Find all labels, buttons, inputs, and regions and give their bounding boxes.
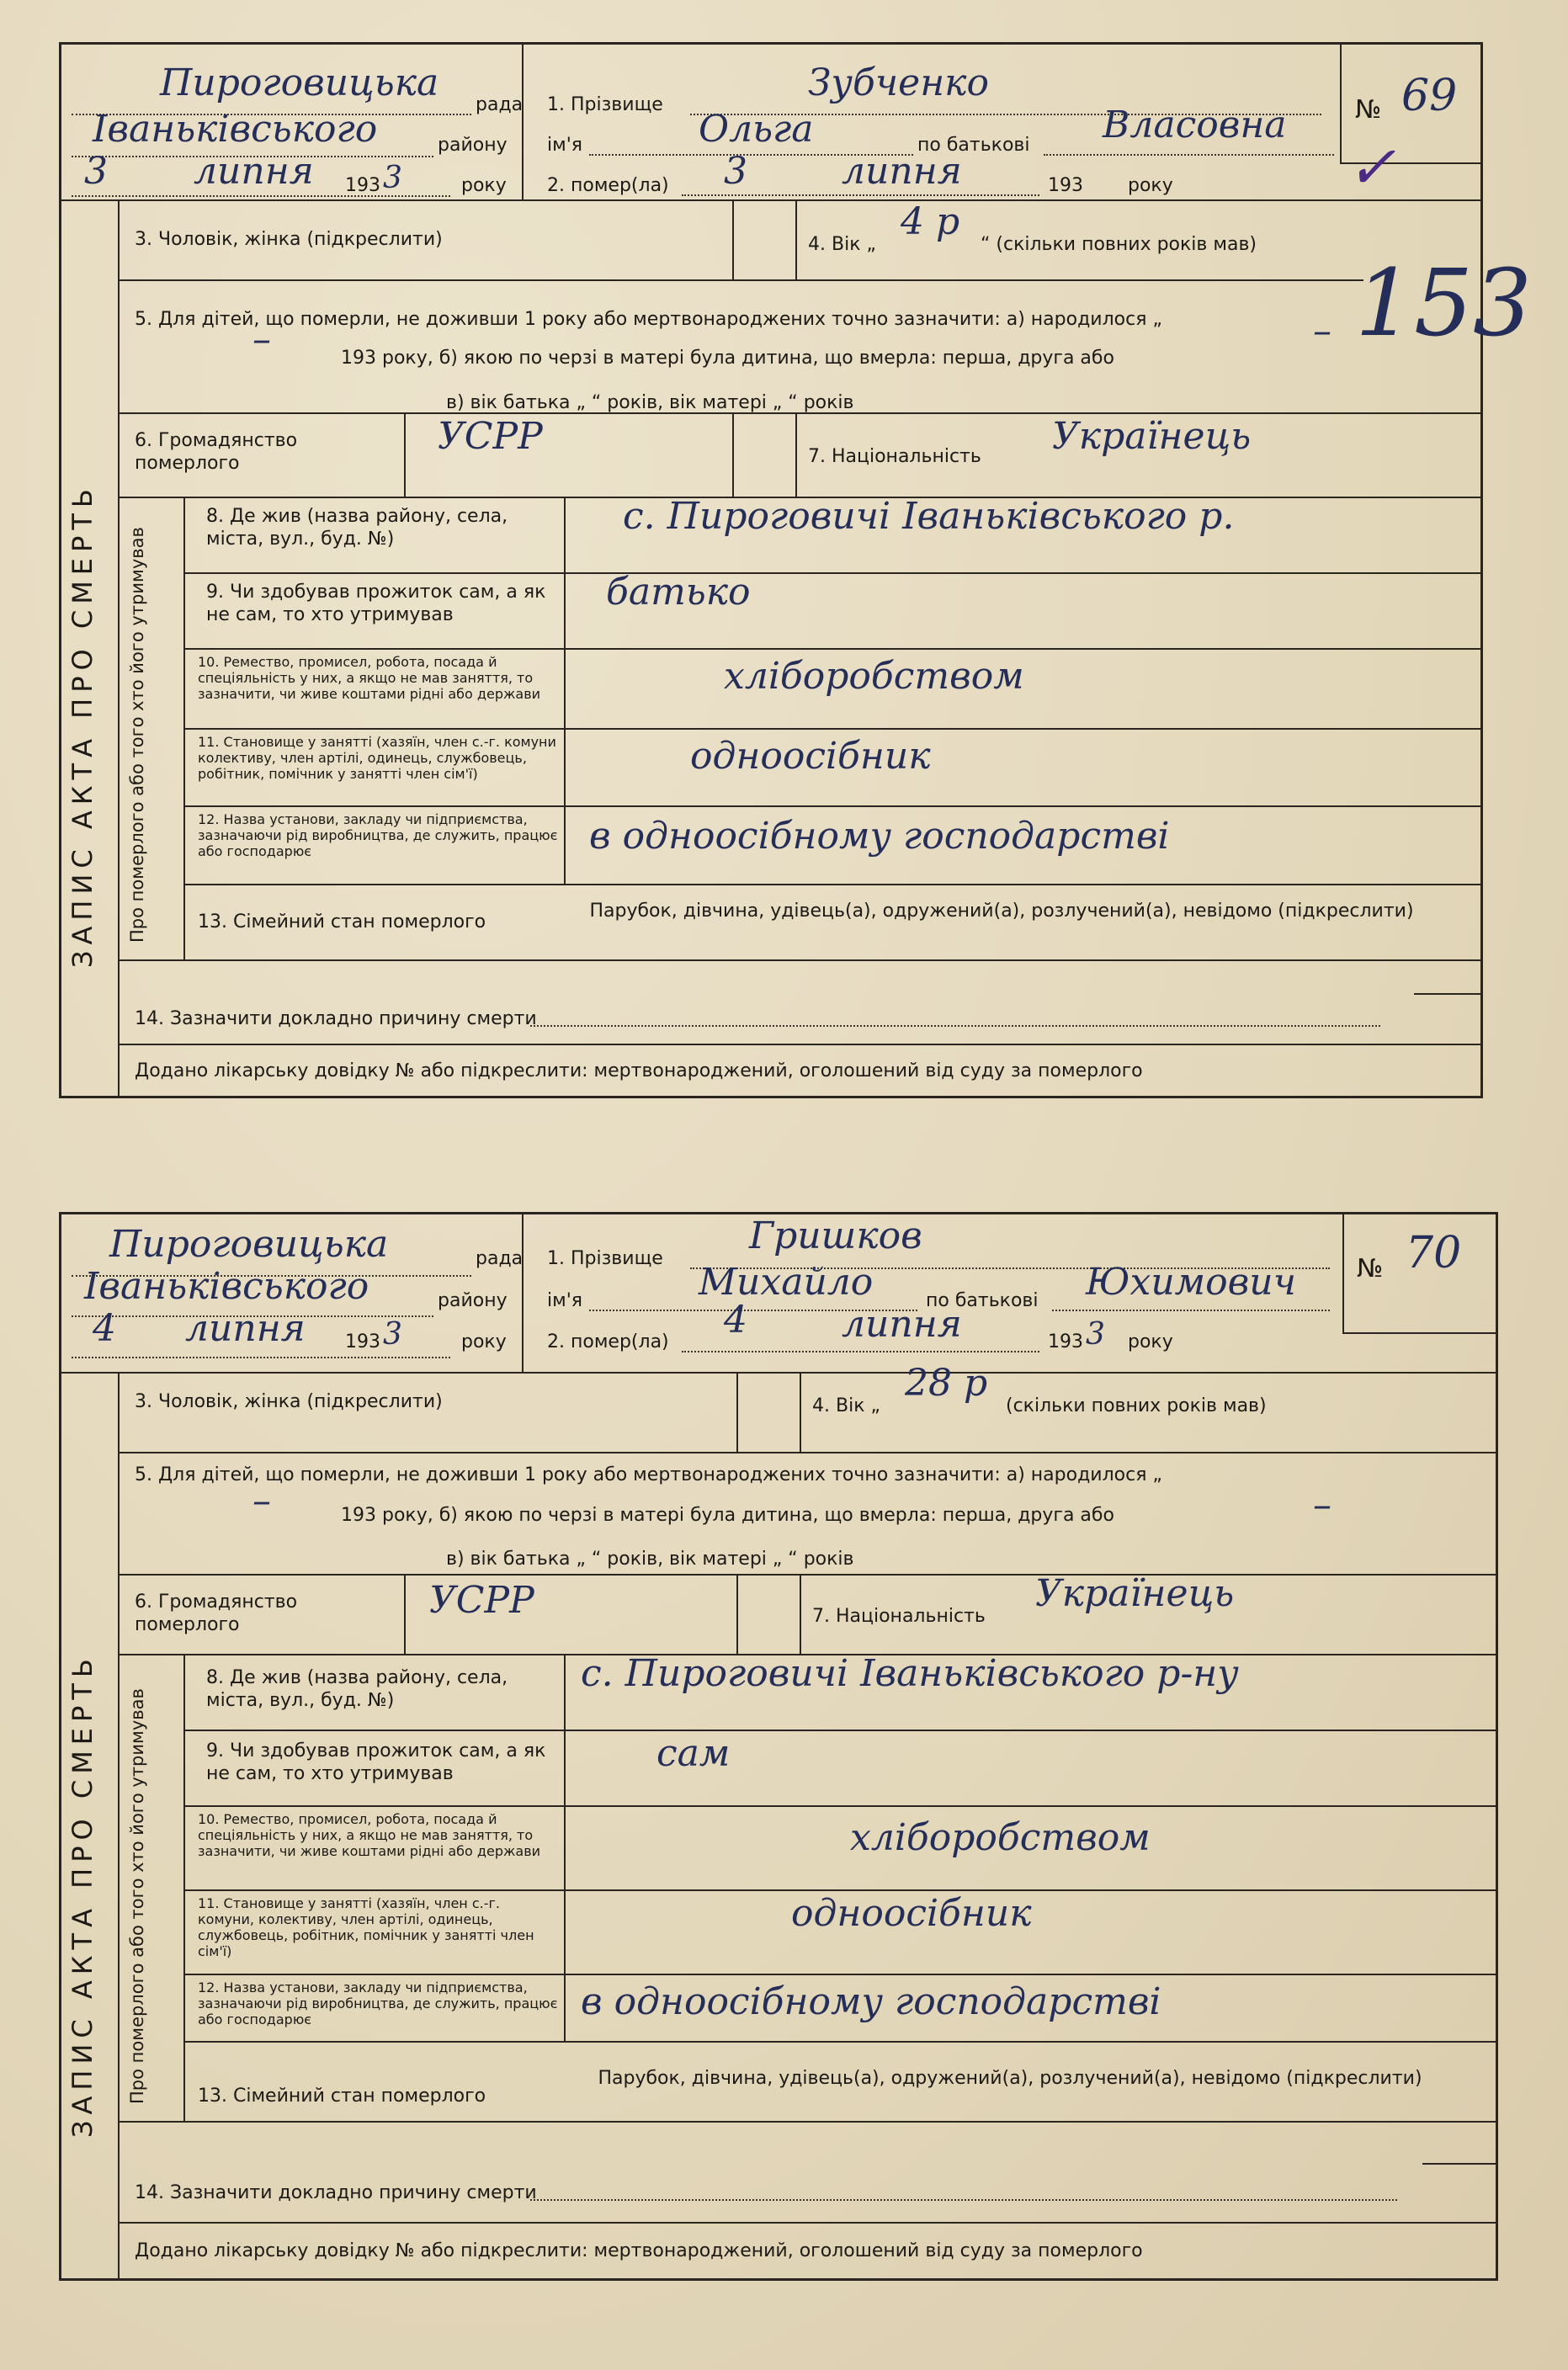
- registration-day: 4: [93, 1307, 116, 1350]
- died-day: 3: [724, 150, 747, 193]
- patronymic-label: по батькові: [917, 135, 1030, 156]
- side-divider: [118, 199, 120, 1098]
- field-6-value: УСРР: [429, 1579, 534, 1622]
- field-10-value: хліборобством: [850, 1816, 1151, 1859]
- registration-year-digit: 3: [383, 1317, 402, 1352]
- field-11-label: 11. Становище у занятті (хазяїн, член с.-г. комуни колективу, член артілі, одинець, службовець, робітник, помічник у занятті член сім'ї): [198, 734, 556, 782]
- field-14-label: 14. Зазначити докладно причину смерти: [135, 2182, 537, 2203]
- field-12-label: 12. Назва установи, закладу чи підприємства, зазначаючи рід виробництва, де служить, працює або господарює: [198, 811, 558, 859]
- field-6-value: УСРР: [438, 415, 543, 458]
- patronymic-value: Власовна: [1103, 104, 1287, 146]
- surname-value: Зубченко: [808, 61, 989, 104]
- field-7-label: 7. Національність: [812, 1606, 986, 1627]
- field-12-label: 12. Назва установи, закладу чи підприємства, зазначаючи рід виробництва, де служить, працює або господарює: [198, 1979, 558, 2027]
- field-4-age-prefix: 4. Вік „: [812, 1395, 880, 1416]
- field-7-value: Українець: [1052, 415, 1252, 458]
- field-5-line3: в) вік батька „ “ років, вік матері „ “ років: [446, 1549, 854, 1570]
- registration-year-label: року: [461, 175, 507, 196]
- side-divider: [118, 1372, 120, 2281]
- header-bottom-line: [59, 199, 1483, 201]
- number-label: №: [1355, 95, 1382, 125]
- field-5-line1: 5. Для дітей, що померли, не доживши 1 року або мертвонароджених точно зазначити: а) народилося „: [135, 1464, 1162, 1485]
- died-year-digit: 3: [1086, 1317, 1105, 1352]
- field-13-options: Парубок, дівчина, удівець(а), одружений(а), розлучений(а), невідомо (підкреслити): [598, 2068, 1422, 2089]
- surname-label: 1. Прізвище: [547, 94, 663, 115]
- rayon-name: Іваньківського: [93, 108, 378, 151]
- field-5-line2: 193 року, б) якою по черзі в матері була дитина, що вмерла: перша, друга або: [341, 1505, 1114, 1526]
- field-4-age-suffix: “ (скільки повних років мав): [981, 234, 1257, 255]
- died-year-label: року: [1128, 1331, 1173, 1352]
- registration-day: 3: [84, 150, 108, 193]
- field-7-label: 7. Національність: [808, 446, 981, 467]
- surname-label: 1. Прізвище: [547, 1248, 663, 1269]
- record-number: 70: [1406, 1228, 1462, 1278]
- died-month: липня: [842, 1303, 962, 1346]
- margin-number: 153: [1355, 249, 1532, 357]
- field-5-dash-b: –: [1313, 310, 1331, 353]
- rayon-label: району: [438, 135, 508, 156]
- field-13-label: 13. Сімейний стан померлого: [198, 2086, 486, 2107]
- registration-year-prefix: 193: [345, 1331, 380, 1352]
- patronymic-value: Юхимович: [1086, 1261, 1296, 1304]
- record-number: 69: [1401, 71, 1458, 121]
- field-6-label: 6. Громадянство померлого: [135, 430, 298, 474]
- field-4-age-prefix: 4. Вік „: [808, 234, 876, 255]
- died-year-prefix: 193: [1048, 1331, 1083, 1352]
- side-subtitle: Про померлого або того хто його утримував: [127, 527, 147, 943]
- died-month: липня: [842, 150, 962, 193]
- name-value: Михайло: [699, 1261, 874, 1304]
- field-5-dash-a: –: [252, 1480, 271, 1522]
- died-label: 2. помер(ла): [547, 1331, 669, 1352]
- name-value: Ольга: [699, 108, 814, 151]
- header-divider: [522, 42, 524, 199]
- field-4-age-suffix: (скільки повних років мав): [1006, 1395, 1267, 1416]
- rayon-label: району: [438, 1290, 508, 1311]
- rayon-name: Іваньківського: [84, 1265, 369, 1308]
- violet-checkmark: ✓: [1347, 133, 1396, 202]
- field-6-label: 6. Громадянство померлого: [135, 1592, 298, 1635]
- field-8-label: 8. Де жив (назва району, села, міста, вул., буд. №): [206, 1667, 508, 1711]
- field-13-label: 13. Сімейний стан померлого: [198, 911, 486, 933]
- field-5-line3: в) вік батька „ “ років, вік матері „ “ років: [446, 392, 854, 413]
- field-8-value: с. Пироговичі Іваньківського р-ну: [581, 1652, 1239, 1695]
- field-3-sex: 3. Чоловік, жінка (підкреслити): [135, 1391, 443, 1412]
- died-year-prefix: 193: [1048, 175, 1083, 196]
- registration-month: липня: [185, 1307, 306, 1350]
- field-5-line2: 193 року, б) якою по черзі в матері була дитина, що вмерла: перша, друга або: [341, 348, 1114, 369]
- field-13-options: Парубок, дівчина, удівець(а), одружений(а), розлучений(а), невідомо (підкреслити): [589, 901, 1414, 922]
- field-9-label: 9. Чи здобував прожиток сам, а як не сам, то хто утримував: [206, 1740, 546, 1784]
- side-subtitle: Про померлого або того хто його утримував: [127, 1688, 147, 2104]
- field-11-value: одноосібник: [690, 735, 931, 778]
- field-10-label: 10. Ремество, промисел, робота, посада й спеціяльність у них, а якщо не мав заняття, то зазначити, чи живе коштами рідні або держави: [198, 654, 541, 702]
- field-7-value: Українець: [1035, 1572, 1235, 1615]
- number-label: №: [1357, 1254, 1384, 1283]
- patronymic-label: по батькові: [926, 1290, 1039, 1311]
- rada-label: рада: [476, 94, 524, 115]
- side-sub-divider: [183, 1654, 185, 2121]
- died-day: 4: [724, 1299, 747, 1342]
- died-label: 2. помер(ла): [547, 175, 669, 196]
- field-9-value: батько: [606, 571, 751, 614]
- field-10-value: хліборобством: [724, 655, 1024, 698]
- field-12-value: в одноосібному господарстві: [581, 1980, 1161, 2023]
- registration-month: липня: [194, 150, 314, 193]
- registration-year-label: року: [461, 1331, 507, 1352]
- rada-name: Пироговицька: [109, 1223, 389, 1266]
- field-9-label: 9. Чи здобував прожиток сам, а як не сам, то хто утримував: [206, 582, 546, 625]
- field-5-line1: 5. Для дітей, що померли, не доживши 1 року або мертвонароджених точно зазначити: а) народилося „: [135, 309, 1162, 330]
- registration-year-prefix: 193: [345, 175, 380, 196]
- field-3-sex: 3. Чоловік, жінка (підкреслити): [135, 229, 443, 250]
- field-4-age-value: 4 р: [901, 200, 960, 243]
- header-bottom-line: [59, 1372, 1498, 1374]
- rada-name: Пироговицька: [160, 61, 439, 104]
- side-title: ЗАПИС АКТА ПРО СМЕРТЬ: [66, 483, 98, 968]
- field-5-dash-a: –: [252, 318, 271, 361]
- name-label: ім'я: [547, 1290, 582, 1311]
- field-15-label: Додано лікарську довідку № або підкреслити: мертвонароджений, оголошений від суду за померлого: [135, 2240, 1143, 2261]
- field-8-value: с. Пироговичі Іваньківського р.: [623, 495, 1235, 538]
- side-title: ЗАПИС АКТА ПРО СМЕРТЬ: [66, 1653, 98, 2138]
- name-label: ім'я: [547, 135, 582, 156]
- field-5-dash-b: –: [1313, 1484, 1331, 1527]
- field-11-value: одноосібник: [791, 1892, 1032, 1935]
- field-10-label: 10. Ремество, промисел, робота, посада й спеціяльність у них, а якщо не мав заняття, то зазначити, чи живе коштами рідні або держави: [198, 1811, 541, 1859]
- surname-value: Гришков: [749, 1214, 922, 1257]
- registration-year-digit: 3: [383, 161, 402, 195]
- died-year-label: року: [1128, 175, 1173, 196]
- field-11-label: 11. Становище у занятті (хазяїн, член с.-г. комуни, колективу, член артілі, одинець, службовець, робітник, помічник у занятті член сім'ї): [198, 1895, 534, 1959]
- field-8-label: 8. Де жив (назва району, села, міста, вул., буд. №): [206, 506, 508, 550]
- rada-label: рада: [476, 1248, 524, 1269]
- header-divider: [522, 1212, 524, 1372]
- field-12-value: в одноосібному господарстві: [589, 815, 1170, 858]
- field-9-value: сам: [656, 1732, 731, 1775]
- field-15-label: Додано лікарську довідку № або підкреслити: мертвонароджений, оголошений від суду за померлого: [135, 1060, 1143, 1081]
- field-14-label: 14. Зазначити докладно причину смерти: [135, 1008, 537, 1029]
- field-4-age-value: 28 р: [905, 1362, 988, 1405]
